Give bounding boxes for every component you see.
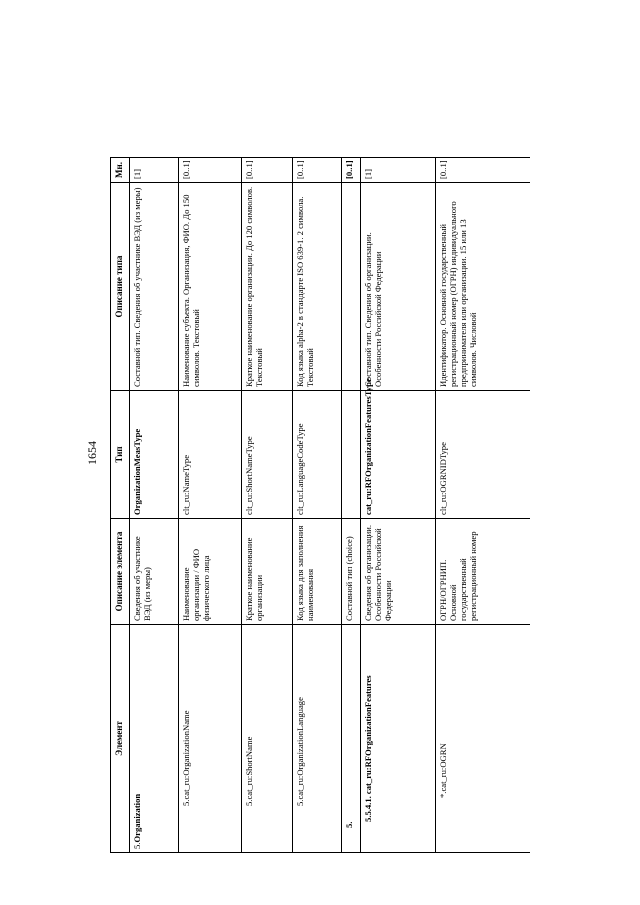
element-cell: [436, 625, 531, 853]
element-name: cat_ru:OrganizationName: [181, 710, 191, 800]
type-name: cat_ru:RFOrganizationFeaturesType: [363, 378, 373, 515]
elements-table: [110, 63, 530, 853]
header-mn: Мн.: [111, 158, 130, 183]
blank-area: [130, 63, 179, 158]
type-desc-cell: Краткое наименование организации. До 120 символов. Текстовый: [242, 183, 293, 391]
blank-area: [242, 63, 293, 158]
blank-area: [111, 63, 130, 158]
element-desc-cell: Сведения об организации. Особенности Российской Федерации: [361, 519, 436, 625]
type-desc-cell: Идентификатор. Основной государственный регистрационный номер (ОГРН) индивидуального предпринимателя или организации. 15 или 13 символов. Числовой: [436, 183, 531, 391]
type-cell: clt_ru:LanguageCodeType: [293, 391, 342, 519]
row-number: 5.: [344, 821, 354, 828]
type-name: OrganizationMeasType: [132, 428, 142, 515]
row-number: 5.5.4.1.: [363, 796, 373, 822]
row-number: 5.: [181, 799, 191, 806]
blank-area: [179, 63, 242, 158]
mn-cell: [0..1]: [179, 158, 242, 183]
mn-cell: [1]: [130, 158, 179, 183]
type-cell: [130, 391, 179, 519]
table-row: [342, 63, 361, 853]
element-cell: [361, 625, 436, 853]
type-desc-cell: [342, 183, 361, 391]
header-type-desc: Описание типа: [111, 183, 130, 391]
table-row: [179, 63, 242, 853]
mn-cell: [0..1]: [436, 158, 531, 183]
header-element-desc: Описание элемента: [111, 519, 130, 625]
page-number: 1654: [85, 441, 99, 465]
rotated-table-container: [110, 63, 530, 853]
mn-cell: [0..1]: [242, 158, 293, 183]
element-desc-cell: ОГРН/ОГРНИП. Основной государственный регистрационный номер: [436, 519, 531, 625]
element-cell: [293, 625, 342, 853]
type-desc-cell: Наименование субъекта. Организация, ФИО. До 150 символов. Текстовый: [179, 183, 242, 391]
type-cell: [361, 378, 436, 519]
table-row: [130, 63, 179, 853]
element-cell: [130, 625, 179, 853]
mn-value: [0..1]: [344, 160, 354, 179]
blank-area: [342, 63, 361, 158]
table-row: [293, 63, 342, 853]
type-cell: clt_ru:ShortNameType: [242, 391, 293, 519]
element-name: cat_ru:OrganizationLanguage: [295, 697, 305, 800]
type-cell: clt_ru:OGRNIDType: [436, 391, 531, 519]
element-desc-cell: Краткое наименование организации: [242, 519, 293, 625]
type-desc-cell: Составной тип. Сведения об участнике ВЭД (из меры): [130, 183, 179, 391]
mn-cell: [1]: [361, 158, 436, 183]
element-name: Organization: [132, 793, 142, 843]
row-number: 5.: [244, 799, 254, 806]
row-number: 5.: [295, 799, 305, 806]
mn-cell: [342, 158, 361, 183]
mn-cell: [0..1]: [293, 158, 342, 183]
blank-area: [436, 63, 531, 158]
table-row: [436, 63, 531, 853]
element-desc-cell: Наименование организации / ФИО физического лица: [179, 519, 242, 625]
element-name: cat_ru:RFOrganizationFeatures: [363, 675, 373, 795]
element-desc-cell: Составной тип (choice): [342, 519, 361, 625]
document-table-frame: [110, 63, 530, 853]
element-desc-cell: Сведения об участнике ВЭД (из меры): [130, 519, 179, 625]
blank-area: [361, 63, 436, 158]
table-row: [242, 63, 293, 853]
row-number: 5.: [132, 842, 142, 849]
element-desc-cell: Код языка для заполнения наименования: [293, 519, 342, 625]
type-desc-cell: Код языка alpha-2 в стандарте ISO 639-1. 2 символа. Текстовый: [293, 183, 342, 391]
table-row: [361, 63, 436, 853]
type-desc-cell: Составной тип. Сведения об организации. Особенности Российской Федерации: [361, 183, 436, 391]
type-cell: clt_ru:NameType: [179, 391, 242, 519]
table-header-row: [111, 63, 130, 853]
element-name: cat_ru:ShortName: [244, 736, 254, 800]
element-cell: [342, 625, 361, 853]
element-cell: [179, 625, 242, 853]
header-type: Тип: [111, 391, 130, 519]
blank-area: [293, 63, 342, 158]
row-number: *.: [438, 791, 448, 798]
header-element: Элемент: [111, 625, 130, 853]
type-cell: [342, 391, 361, 519]
element-name: cat_ru:OGRN: [438, 743, 448, 792]
element-cell: [242, 625, 293, 853]
